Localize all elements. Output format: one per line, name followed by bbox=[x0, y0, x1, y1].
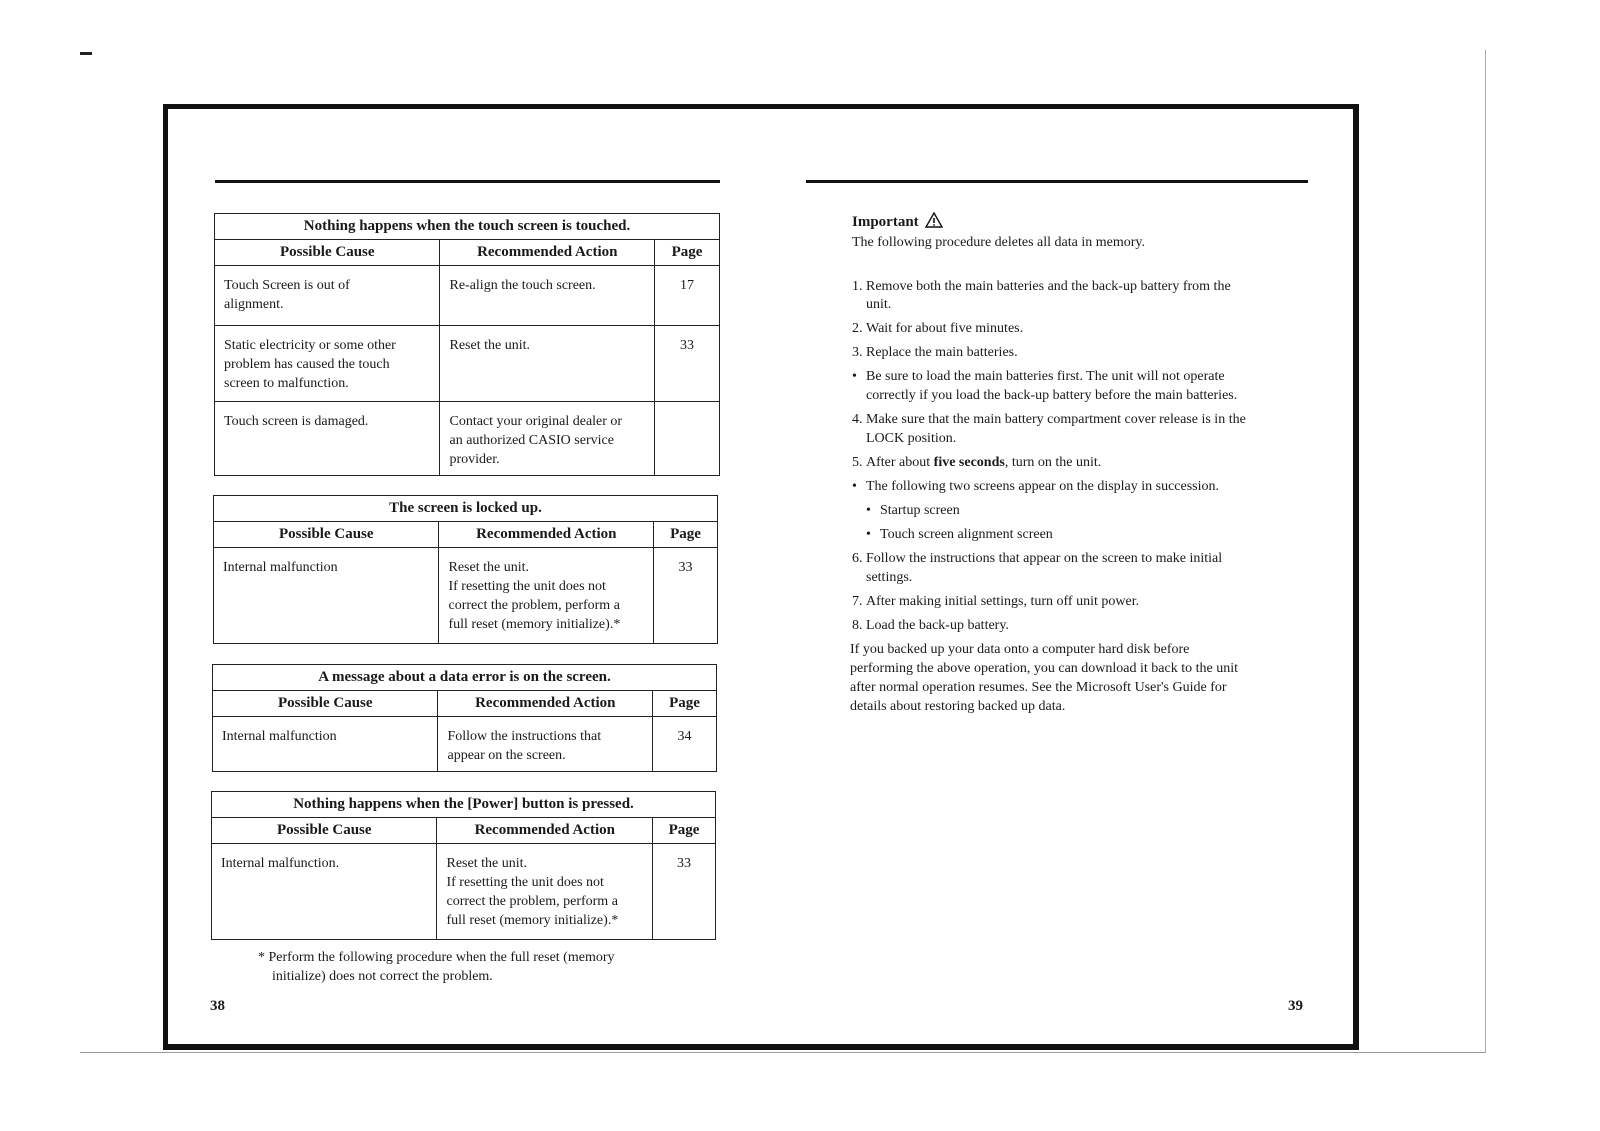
troubleshoot-table-locked bbox=[213, 495, 718, 644]
paragraph-line: after normal operation resumes. See the Microsoft User's Guide for bbox=[850, 680, 1227, 695]
cause-cell bbox=[212, 844, 437, 940]
column-header-cause: Possible Cause bbox=[212, 818, 437, 844]
page-ref: 33 bbox=[655, 326, 720, 402]
step-text: settings. bbox=[866, 570, 913, 585]
step-text: correctly if you load the back-up battery before the main batteries. bbox=[866, 388, 1238, 403]
important-heading bbox=[852, 212, 943, 231]
action-cell bbox=[438, 717, 653, 772]
table-row bbox=[215, 402, 720, 476]
footnote-line: initialize) does not correct the problem. bbox=[272, 969, 493, 984]
troubleshoot-table-touch bbox=[214, 213, 720, 476]
action-line: correct the problem, perform a bbox=[446, 894, 618, 909]
action-line: Reset the unit. bbox=[449, 338, 530, 353]
column-header-cause: Possible Cause bbox=[215, 240, 440, 266]
table-row bbox=[212, 844, 716, 940]
emphasis-text: five seconds bbox=[933, 455, 1005, 470]
table-title: Nothing happens when the touch screen is touched. bbox=[215, 214, 720, 240]
step-marker: 5. bbox=[852, 455, 863, 470]
table-title: A message about a data error is on the screen. bbox=[213, 665, 717, 691]
sub-bullet-marker: • bbox=[866, 527, 871, 542]
step-marker: 7. bbox=[852, 594, 863, 609]
step-marker: 1. bbox=[852, 279, 863, 294]
action-line: correct the problem, perform a bbox=[448, 598, 620, 613]
page-frame-right bbox=[1353, 104, 1359, 1049]
cause-line: Touch screen is damaged. bbox=[224, 414, 369, 429]
scan-mark bbox=[80, 52, 92, 55]
step-marker: 2. bbox=[852, 321, 863, 336]
scan-edge-line bbox=[80, 1052, 1485, 1053]
page-number-right: 39 bbox=[1288, 998, 1303, 1014]
page-frame-top bbox=[163, 104, 1358, 109]
warning-triangle-icon bbox=[925, 212, 943, 228]
step-text: Replace the main batteries. bbox=[866, 345, 1018, 360]
table-title: Nothing happens when the [Power] button is pressed. bbox=[212, 792, 716, 818]
step-marker: 8. bbox=[852, 618, 863, 633]
step-text-part: , turn on the unit. bbox=[1004, 455, 1102, 470]
action-line: full reset (memory initialize).* bbox=[448, 617, 621, 632]
left-header-rule bbox=[215, 180, 720, 183]
step-marker: 6. bbox=[852, 551, 863, 566]
step-marker: 3. bbox=[852, 345, 863, 360]
column-header-page: Page bbox=[653, 691, 717, 717]
column-header-action: Recommended Action bbox=[438, 691, 653, 717]
sub-bullet-marker: • bbox=[866, 503, 871, 518]
table-row bbox=[214, 548, 718, 644]
cause-cell bbox=[215, 266, 440, 326]
step-marker: 4. bbox=[852, 412, 863, 427]
table-row bbox=[215, 326, 720, 402]
step-text: After making initial settings, turn off unit power. bbox=[866, 594, 1140, 609]
cause-line: Internal malfunction bbox=[223, 560, 338, 575]
page-frame-bottom bbox=[163, 1044, 1359, 1050]
action-cell bbox=[437, 844, 653, 940]
cause-cell bbox=[214, 548, 439, 644]
table-row bbox=[215, 266, 720, 326]
column-header-page: Page bbox=[654, 522, 718, 548]
action-line: Reset the unit. bbox=[448, 560, 529, 575]
troubleshoot-table-data-error bbox=[212, 664, 717, 772]
action-line: Contact your original dealer or bbox=[449, 414, 623, 429]
column-header-cause: Possible Cause bbox=[214, 522, 439, 548]
column-header-action: Recommended Action bbox=[440, 240, 655, 266]
step-text: Be sure to load the main batteries first. The unit will not operate bbox=[866, 369, 1225, 384]
cause-cell bbox=[215, 326, 440, 402]
action-line: appear on the screen. bbox=[447, 748, 566, 763]
action-cell bbox=[440, 326, 655, 402]
action-line: Reset the unit. bbox=[446, 856, 527, 871]
cause-cell bbox=[215, 402, 440, 476]
action-line: Re-align the touch screen. bbox=[449, 278, 596, 293]
action-line: If resetting the unit does not bbox=[448, 579, 606, 594]
column-header-action: Recommended Action bbox=[439, 522, 654, 548]
page-ref: 34 bbox=[653, 717, 717, 772]
footnote-line: * Perform the following procedure when the full reset (memory bbox=[258, 950, 615, 965]
cause-line: Internal malfunction. bbox=[221, 856, 340, 871]
step-text: Follow the instructions that appear on the screen to make initial bbox=[866, 551, 1223, 566]
paragraph-line: performing the above operation, you can download it back to the unit bbox=[850, 661, 1239, 676]
right-header-rule bbox=[806, 180, 1308, 183]
important-label: Important bbox=[852, 214, 919, 230]
step-text: Load the back-up battery. bbox=[866, 618, 1009, 633]
sub-bullet-text: Touch screen alignment screen bbox=[880, 527, 1053, 542]
cause-line: problem has caused the touch bbox=[224, 357, 390, 372]
column-header-page: Page bbox=[655, 240, 720, 266]
cause-line: Internal malfunction bbox=[222, 729, 337, 744]
footnote bbox=[258, 948, 615, 986]
bullet-marker: • bbox=[852, 479, 857, 494]
step-text: The following two screens appear on the display in succession. bbox=[866, 479, 1220, 494]
page-frame-left bbox=[163, 104, 168, 1049]
action-cell bbox=[439, 548, 654, 644]
closing-paragraph bbox=[850, 640, 1238, 716]
step-text-part: After about bbox=[866, 455, 934, 470]
action-line: provider. bbox=[449, 452, 500, 467]
paragraph-line: If you backed up your data onto a computer hard disk before bbox=[850, 642, 1190, 657]
page-ref bbox=[655, 402, 720, 476]
step-text: Wait for about five minutes. bbox=[866, 321, 1024, 336]
page-ref: 33 bbox=[653, 844, 716, 940]
paragraph-line: details about restoring backed up data. bbox=[850, 699, 1066, 714]
cause-line: Touch Screen is out of bbox=[224, 278, 350, 293]
page-ref: 17 bbox=[655, 266, 720, 326]
step-text: unit. bbox=[866, 297, 892, 312]
cause-line: Static electricity or some other bbox=[224, 338, 396, 353]
page-number-left: 38 bbox=[210, 998, 225, 1014]
action-line: an authorized CASIO service bbox=[449, 433, 614, 448]
cause-line: alignment. bbox=[224, 297, 284, 312]
column-header-page: Page bbox=[653, 818, 716, 844]
step-text: LOCK position. bbox=[866, 431, 957, 446]
step-text: Remove both the main batteries and the back-up battery from the bbox=[866, 279, 1231, 294]
cause-line: screen to malfunction. bbox=[224, 376, 349, 391]
sub-bullet-text: Startup screen bbox=[880, 503, 960, 518]
table-row bbox=[213, 717, 717, 772]
action-line: If resetting the unit does not bbox=[446, 875, 604, 890]
scan-edge-line-vertical bbox=[1485, 50, 1486, 1053]
column-header-action: Recommended Action bbox=[437, 818, 653, 844]
action-cell bbox=[440, 266, 655, 326]
action-line: Follow the instructions that bbox=[447, 729, 602, 744]
action-cell bbox=[440, 402, 655, 476]
column-header-cause: Possible Cause bbox=[213, 691, 438, 717]
step-text: Make sure that the main battery compartment cover release is in the bbox=[866, 412, 1246, 427]
step-text bbox=[866, 453, 1101, 472]
important-text: The following procedure deletes all data in memory. bbox=[852, 235, 1145, 250]
table-title: The screen is locked up. bbox=[214, 496, 718, 522]
troubleshoot-table-power bbox=[211, 791, 716, 940]
cause-cell bbox=[213, 717, 438, 772]
page-ref: 33 bbox=[654, 548, 718, 644]
action-line: full reset (memory initialize).* bbox=[446, 913, 619, 928]
bullet-marker: • bbox=[852, 369, 857, 384]
